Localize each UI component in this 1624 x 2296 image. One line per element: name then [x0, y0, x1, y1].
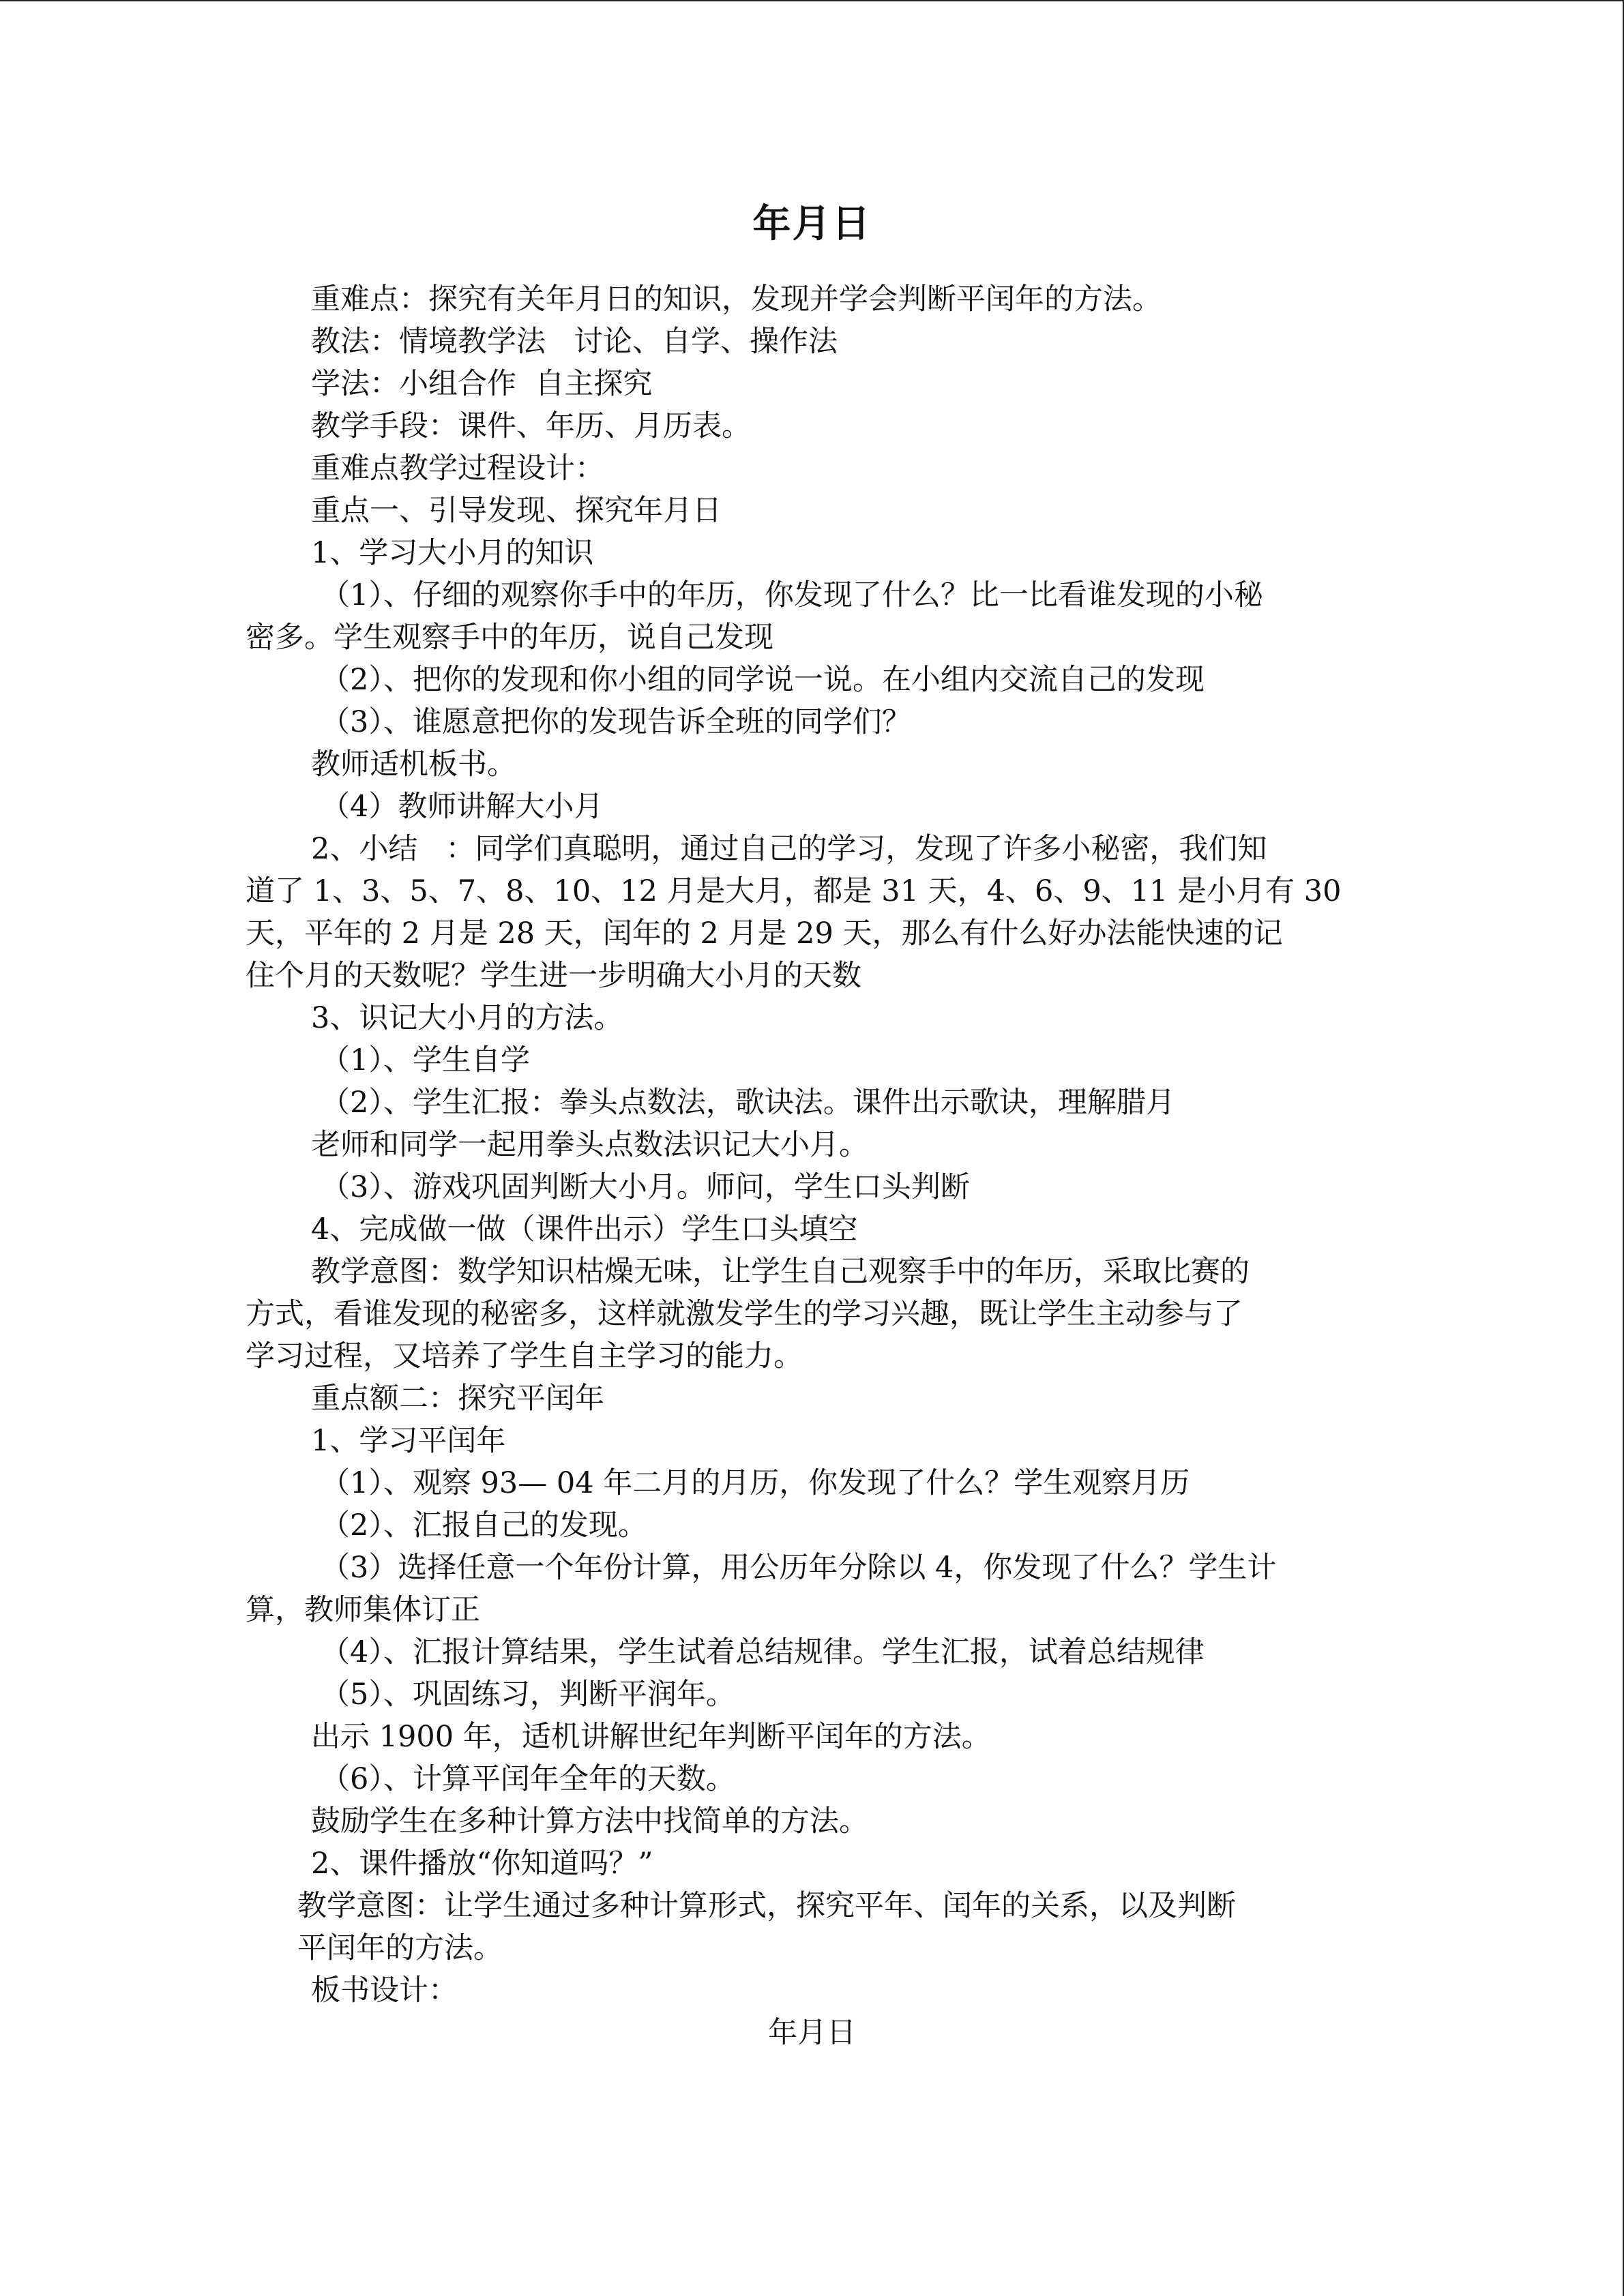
paragraph-line: （1）、仔细的观察你手中的年历，你发现了什么？比一比看谁发现的小秘: [321, 578, 1263, 612]
paragraph-line: （4）、汇报计算结果，学生试着总结规律。学生汇报，试着总结规律: [321, 1635, 1205, 1669]
paragraph-line: （5）、巩固练习，判断平润年。: [321, 1678, 735, 1712]
paragraph-line: 道了 1、3、5、7、8、10、12 月是大月，都是 31 天，4、6、9、11 是小月有 30: [246, 874, 1342, 908]
paragraph-line: 教师适机板书。: [311, 747, 516, 781]
board-design-title: 年月日: [768, 2016, 856, 2050]
paragraph-line: （2）、学生汇报：拳头点数法，歌诀法。课件出示歌诀，理解腊月: [321, 1086, 1175, 1120]
paragraph-line: 学法：小组合作 自主探究: [311, 367, 653, 401]
paragraph-line: （3）选择任意一个年份计算，用公历年分除以 4，你发现了什么？学生计: [321, 1551, 1277, 1585]
paragraph-line: 教学意图：数学知识枯燥无味，让学生自己观察手中的年历，采取比赛的: [311, 1255, 1250, 1289]
document-body: [246, 278, 1378, 2054]
paragraph-line: 重难点：探究有关年月日的知识，发现并学会判断平闰年的方法。: [311, 282, 1162, 316]
paragraph-line: （1）、观察 93— 04 年二月的月历，你发现了什么？学生观察月历: [321, 1466, 1190, 1500]
paragraph-line: （3）、谁愿意把你的发现告诉全班的同学们？: [321, 705, 911, 739]
paragraph-line: 重难点教学过程设计：: [311, 451, 604, 486]
paragraph-line: 教学手段：课件、年历、月历表。: [311, 409, 751, 443]
paragraph-line: （6）、计算平闰年全年的天数。: [321, 1762, 735, 1796]
paragraph-line: 鼓励学生在多种计算方法中找简单的方法。: [311, 1804, 868, 1838]
paragraph-line: 1、学习大小月的知识: [311, 536, 594, 570]
paragraph-line: 2、课件播放“你知道吗？”: [311, 1847, 653, 1881]
paragraph-line: （4）教师讲解大小月: [321, 790, 604, 824]
paragraph-line: 平闰年的方法。: [297, 1931, 503, 1965]
paragraph-line: （2）、把你的发现和你小组的同学说一说。在小组内交流自己的发现: [321, 663, 1205, 697]
paragraph-line: 1、学习平闰年: [311, 1424, 506, 1458]
paragraph-line: （3）、游戏巩固判断大小月。师问，学生口头判断: [321, 1170, 970, 1204]
paragraph-line: 天，平年的 2 月是 28 天，闰年的 2 月是 29 天，那么有什么好办法能快速的记: [246, 916, 1283, 951]
paragraph-line: 4、完成做一做（课件出示）学生口头填空: [311, 1212, 858, 1247]
paragraph-line: 板书设计：: [311, 1973, 458, 2008]
paragraph-line: 方式，看谁发现的秘密多，这样就激发学生的学习兴趣，既让学生主动参与了: [246, 1297, 1243, 1331]
paragraph-line: 教法：情境教学法 讨论、自学、操作法: [311, 325, 838, 359]
paragraph-line: （1）、学生自学: [321, 1043, 530, 1077]
paragraph-line: 重点一、引导发现、探究年月日: [311, 494, 722, 528]
paragraph-line: （2）、汇报自己的发现。: [321, 1508, 647, 1542]
paragraph-line: 3、识记大小月的方法。: [311, 1001, 623, 1035]
paragraph-line: 算，教师集体订正: [246, 1593, 480, 1627]
document-title: 年月日: [752, 201, 872, 246]
paragraph-line: 2、小结 ：同学们真聪明，通过自己的学习，发现了许多小秘密，我们知: [311, 832, 1267, 866]
paragraph-line: 密多。学生观察手中的年历，说自己发现: [246, 621, 773, 655]
paragraph-line: 住个月的天数呢？学生进一步明确大小月的天数: [246, 959, 861, 993]
paragraph-line: 出示 1900 年，适机讲解世纪年判断平闰年的方法。: [311, 1720, 991, 1754]
paragraph-line: 重点额二：探究平闰年: [311, 1382, 604, 1416]
paragraph-line: 教学意图：让学生通过多种计算形式，探究平年、闰年的关系，以及判断: [297, 1889, 1236, 1923]
paragraph-line: 学习过程，又培养了学生自主学习的能力。: [246, 1339, 803, 1373]
paragraph-line: 老师和同学一起用拳头点数法识记大小月。: [311, 1128, 868, 1162]
